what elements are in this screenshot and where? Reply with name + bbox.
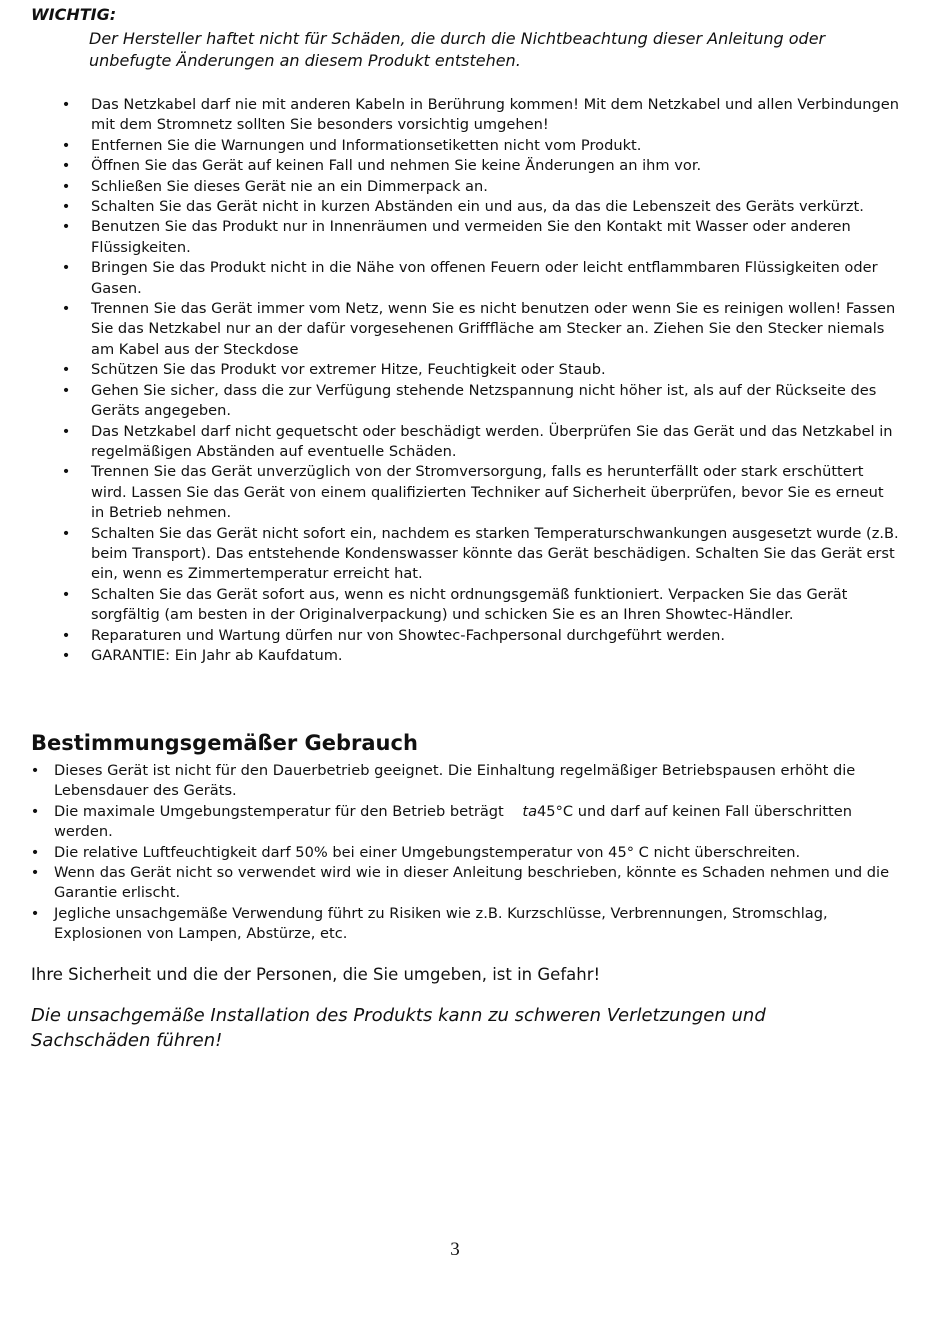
bullet-icon: • (61, 422, 71, 440)
bullet-icon: • (30, 843, 40, 861)
list-item (0, 863, 900, 904)
temperature-symbol: ta (522, 802, 538, 820)
bullet-icon: • (61, 218, 71, 236)
safety-note: Ihre Sicherheit und die der Personen, die Sie umgeben, ist in Gefahr! (31, 965, 601, 984)
list-item (0, 646, 900, 666)
list-item-text: GARANTIE: Ein Jahr ab Kaufdatum. (91, 646, 343, 664)
bullet-icon: • (61, 585, 71, 603)
list-item-text: Dieses Gerät ist nicht für den Dauerbetrieb geeignet. Die Einhaltung regelmäßiger Betriebspausen erhöht die Lebensdauer des Geräts. (54, 762, 856, 800)
bullet-icon: • (61, 626, 71, 644)
safety-list (0, 95, 900, 666)
list-item-text: Bringen Sie das Produkt nicht in die Nähe von offenen Feuern oder leicht entflammbaren Flüssigkeiten oder Gasen. (91, 259, 878, 297)
bullet-icon: • (61, 300, 71, 318)
bullet-icon: • (61, 177, 71, 195)
bullet-icon: • (61, 157, 71, 175)
warning-note: Die unsachgemäße Installation des Produkts kann zu schweren Verletzungen und Sachschäden führen! (31, 1005, 766, 1051)
bullet-icon: • (61, 381, 71, 399)
list-item-text: Benutzen Sie das Produkt nur in Innenräumen und vermeiden Sie den Kontakt mit Wasser oder anderen Flüssigkeiten. (91, 218, 851, 256)
usage-list (0, 761, 900, 945)
temperature-value: 45°C (537, 802, 574, 820)
list-item-text: Jegliche unsachgemäße Verwendung führt zu Risiken wie z.B. Kurzschlüsse, Verbrennungen, Stromschlag, Explosionen von Lampen, Abstürze, etc. (54, 904, 828, 943)
list-item-text: Die relative Luftfeuchtigkeit darf 50% bei einer Umgebungstemperatur von 45° C nicht überschreiten. (54, 843, 801, 861)
bullet-icon: • (61, 96, 71, 113)
bullet-icon: • (61, 259, 71, 277)
bullet-icon: • (61, 198, 71, 216)
list-item (0, 585, 900, 626)
bullet-icon: • (61, 361, 71, 379)
list-item-text: Entfernen Sie die Warnungen und Informationsetiketten nicht vom Produkt. (91, 136, 642, 154)
list-item-text: Die maximale Umgebungstemperatur für den Betrieb beträgt (54, 802, 504, 820)
list-item (0, 360, 900, 380)
list-item-text: Öffnen Sie das Gerät auf keinen Fall und nehmen Sie keine Änderungen an ihm vor. (91, 157, 702, 175)
list-item (0, 626, 900, 646)
list-item (0, 843, 900, 863)
temperature-suffix: und darf auf keinen Fall überschritten werden. (54, 802, 852, 841)
list-item (0, 524, 900, 585)
list-item (0, 197, 900, 217)
list-item-text: Schalten Sie das Gerät sofort aus, wenn es nicht ordnungsgemäß funktioniert. Verpacken Sie das Gerät sorgfältig (am besten in der Originalverpackung) und schicken Sie es an Ihren Showtec-Händler. (91, 585, 848, 624)
list-item-text: Schließen Sie dieses Gerät nie an ein Dimmerpack an. (91, 177, 488, 195)
list-item-text: Das Netzkabel darf nicht gequetscht oder beschädigt werden. Überprüfen Sie das Gerät und das Netzkabel in regelmäßigen Abständen auf eventuelle Schäden. (91, 422, 893, 460)
list-item (0, 177, 900, 197)
list-item-text: Trennen Sie das Gerät immer vom Netz, wenn Sie es nicht benutzen oder wenn Sie es reinigen wollen! Fassen Sie das Netzkabel nur an der dafür vorgesehenen Grifffläche am Stecker an. Ziehen Sie den Stecker niemals am Kabel aus der Steckdose (91, 300, 896, 358)
list-item (0, 381, 900, 422)
list-item (0, 299, 900, 360)
list-item-text: Gehen Sie sicher, dass die zur Verfügung stehende Netzspannung nicht höher ist, als auf der Rückseite des Geräts angegeben. (91, 381, 877, 420)
important-label: WICHTIG: (31, 5, 117, 24)
list-item (0, 761, 900, 802)
list-item-text: Das Netzkabel darf nie mit anderen Kabeln in Berührung kommen! Mit dem Netzkabel und allen Verbindungen mit dem Stromnetz sollten Sie besonders vorsichtig umgehen! (91, 96, 899, 134)
bullet-icon: • (61, 136, 71, 154)
list-item (0, 422, 900, 463)
bullet-icon: • (30, 904, 40, 922)
list-item (0, 462, 900, 523)
list-item (0, 217, 900, 258)
list-item (0, 802, 900, 843)
bullet-icon: • (61, 524, 71, 542)
bullet-icon: • (61, 463, 71, 481)
list-item-text: Reparaturen und Wartung dürfen nur von Showtec-Fachpersonal durchgeführt werden. (91, 626, 725, 644)
list-item-text: Trennen Sie das Gerät unverzüglich von der Stromversorgung, falls es herunterfällt oder stark erschüttert wird. Lassen Sie das Gerät von einem qualifizierten Techniker auf Sicherheit überprüfen, bevor Sie es erneut in Betrieb nehmen. (91, 463, 884, 522)
list-item-text: Schalten Sie das Gerät nicht in kurzen Abständen ein und aus, da das die Lebenszeit des Geräts verkürzt. (91, 198, 864, 216)
list-item-text: Schützen Sie das Produkt vor extremer Hitze, Feuchtigkeit oder Staub. (91, 361, 606, 379)
bullet-icon: • (61, 646, 71, 664)
list-item (0, 136, 900, 156)
bullet-icon: • (30, 802, 40, 820)
section-heading: Bestimmungsgemäßer Gebrauch (31, 731, 418, 755)
list-item-text: Wenn das Gerät nicht so verwendet wird wie in dieser Anleitung beschrieben, könnte es Schaden nehmen und die Garantie erlischt. (54, 864, 890, 902)
list-item (0, 95, 900, 136)
important-text: Der Hersteller haftet nicht für Schäden, die durch die Nichtbeachtung dieser Anleitung oder unbefugte Änderungen an diesem Produkt entstehen. (89, 29, 826, 70)
list-item-text: Schalten Sie das Gerät nicht sofort ein, nachdem es starken Temperaturschwankungen ausgesetzt wurde (z.B. beim Transport). Das entstehende Kondenswasser könnte das Gerät beschädigen. Schalten Sie das Gerät erst ein, wenn es Zimmertemperatur erreicht hat. (91, 524, 899, 583)
bullet-icon: • (30, 864, 40, 882)
page-number: 3 (450, 1239, 460, 1260)
list-item (0, 258, 900, 299)
list-item (0, 156, 900, 176)
list-item (0, 904, 900, 945)
bullet-icon: • (30, 762, 40, 779)
